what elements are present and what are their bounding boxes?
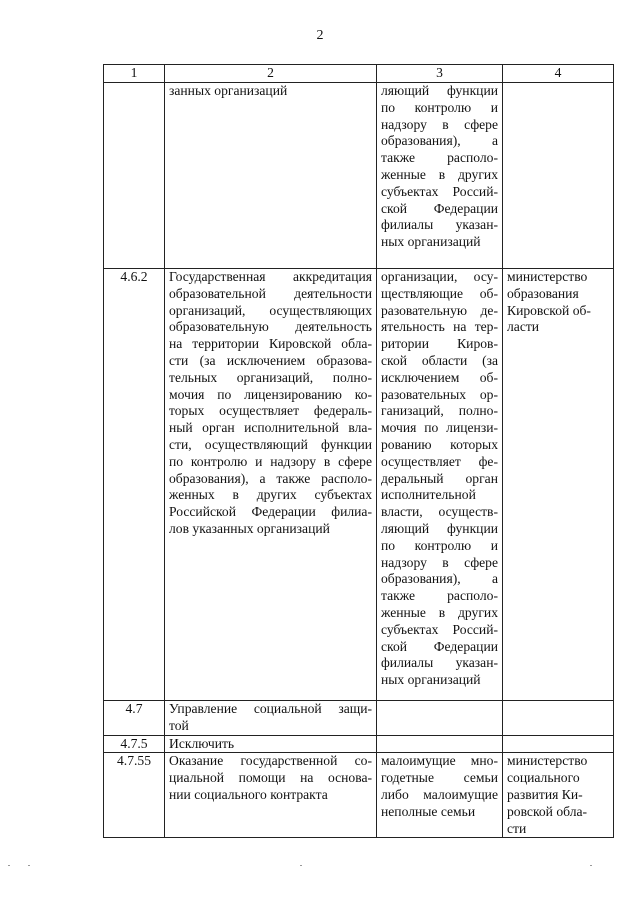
scan-specks (0, 865, 640, 875)
cell-line: субъектах Россий- (381, 621, 498, 637)
cell-col3 (377, 753, 503, 838)
cell-line: также располо- (381, 588, 498, 604)
cell-line: циальной помощи на основа- (169, 770, 372, 786)
cell-line: женные в других (381, 604, 498, 620)
cell-line: исполнительной (381, 487, 476, 503)
cell-line: филиалы указан- (381, 655, 498, 671)
cell-line: нии социального контракта (169, 786, 328, 802)
cell-line: Оказание государственной со- (169, 753, 372, 769)
cell-line: организаций, осуществляющих (169, 302, 372, 318)
row-number (104, 83, 165, 269)
cell-line: развития Ки- (507, 786, 583, 802)
cell-line: социального (507, 770, 580, 786)
table-row (104, 269, 614, 701)
cell-line: сти (за исключением образова- (169, 352, 372, 368)
cell-line: ный орган исполнительной вла- (169, 420, 372, 436)
cell-line: на территории Кировской обла- (169, 336, 372, 352)
cell-line: образования), а (381, 571, 498, 587)
cell-line: Управление социальной защи- (169, 701, 372, 716)
cell-col3 (377, 735, 503, 753)
cell-line: министерство (507, 753, 588, 769)
table-row (104, 735, 614, 753)
cell-line: организации, осу- (381, 269, 498, 284)
cell-line: торых осуществляет федераль- (169, 403, 372, 419)
cell-line: образования), а также располо- (169, 470, 372, 486)
header-col-2: 2 (165, 65, 377, 83)
cell-col4 (503, 83, 614, 269)
header-col-1: 1 (104, 65, 165, 83)
cell-line: образовательную деятельность (169, 319, 372, 335)
cell-line: рованию которых (381, 436, 498, 452)
cell-line: власти, осуществ- (381, 504, 498, 520)
row-number: 4.7.5 (104, 735, 165, 753)
cell-line: ганизаций, полно- (381, 403, 498, 419)
cell-line: ляющий функции (381, 83, 498, 98)
table-row (104, 83, 614, 269)
cell-line: деральный орган (381, 470, 498, 486)
cell-line: образовательной деятельности (169, 285, 372, 301)
cell-line: мочия по лицензи- (381, 420, 498, 436)
cell-line: женных в других субъектах (169, 487, 372, 503)
cell-line: надзору в сфере (381, 554, 498, 570)
cell-line: ритории Киров- (381, 336, 498, 352)
cell-line: ской Федерации (381, 638, 498, 654)
document-table (103, 64, 614, 838)
cell-col3 (377, 269, 503, 701)
cell-line: женные в других (381, 166, 498, 182)
cell-line: по контролю и надзору в сфере (169, 453, 372, 469)
cell-line: субъектах Россий- (381, 183, 498, 199)
cell-line: занных организаций (169, 83, 288, 98)
cell-line: Российской Федерации филиа- (169, 504, 372, 520)
cell-line: разовательную де- (381, 302, 498, 318)
cell-line: образования (507, 285, 579, 301)
table-row (104, 753, 614, 838)
cell-line: Государственная аккредитация (169, 269, 372, 284)
cell-line: сти, осуществляющий функции (169, 436, 372, 452)
cell-line: по контролю и (381, 99, 498, 115)
header-col-3: 3 (377, 65, 503, 83)
cell-line: ровской обла- (507, 803, 588, 819)
cell-line: либо малоимущие (381, 786, 498, 802)
header-col-4: 4 (503, 65, 614, 83)
cell-line: ных организаций (381, 672, 481, 688)
cell-line: годетные семьи (381, 770, 498, 786)
cell-col4 (503, 269, 614, 701)
cell-col2 (165, 753, 377, 838)
cell-line: мочия по лицензированию ко- (169, 386, 372, 402)
cell-line: также располо- (381, 150, 498, 166)
cell-col4 (503, 701, 614, 736)
cell-col4 (503, 735, 614, 753)
cell-col4 (503, 753, 614, 838)
cell-line: исключением об- (381, 369, 498, 385)
cell-line: той (169, 717, 189, 733)
cell-line: лов указанных организаций (169, 520, 330, 536)
cell-line: ных организаций (381, 234, 481, 250)
table-body (104, 83, 614, 838)
cell-col3 (377, 83, 503, 269)
cell-line: ятельность на тер- (381, 319, 498, 335)
cell-col3 (377, 701, 503, 736)
row-number: 4.7 (104, 701, 165, 736)
cell-line: тельных организаций, полно- (169, 369, 372, 385)
cell-line: ласти (507, 319, 540, 335)
cell-line: по контролю и (381, 537, 498, 553)
table-header-row (104, 65, 614, 83)
cell-line: Кировской об- (507, 302, 591, 318)
row-number: 4.7.55 (104, 753, 165, 838)
row-number: 4.6.2 (104, 269, 165, 701)
cell-line: ляющий функции (381, 520, 498, 536)
cell-line: малоимущие мно- (381, 753, 498, 769)
cell-line: неполные семьи (381, 803, 476, 819)
cell-line: ской Федерации (381, 200, 498, 216)
cell-col2 (165, 701, 377, 736)
cell-col2 (165, 735, 377, 753)
cell-line: Исключить (169, 735, 235, 751)
cell-line: образования), а (381, 133, 498, 149)
cell-line: филиалы указан- (381, 217, 498, 233)
cell-line: министерство (507, 269, 588, 284)
cell-line: ской области (за (381, 352, 498, 368)
page-number: 2 (316, 28, 324, 43)
cell-col2 (165, 269, 377, 701)
table-row (104, 701, 614, 736)
cell-line: сти (507, 820, 527, 836)
cell-line: осуществляет фе- (381, 453, 498, 469)
cell-line: разовательных ор- (381, 386, 498, 402)
cell-line: ществляющие об- (381, 285, 498, 301)
cell-col2 (165, 83, 377, 269)
cell-line: надзору в сфере (381, 116, 498, 132)
